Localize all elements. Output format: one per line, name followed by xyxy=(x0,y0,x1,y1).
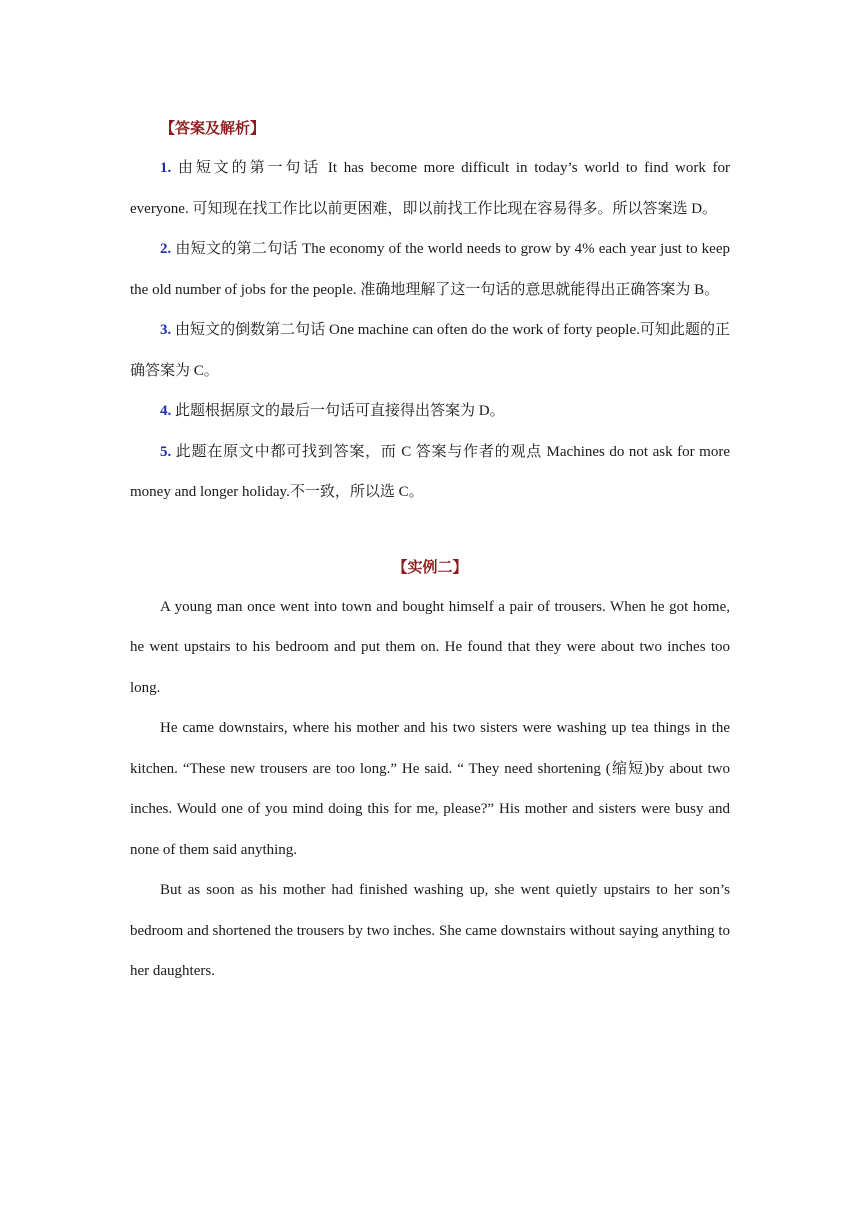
answer-number: 2. xyxy=(160,241,172,257)
answer-item-3 xyxy=(130,310,730,391)
example-heading: 【实例二】 xyxy=(392,557,468,576)
answer-text: 此题在原文中都可找到答案，而 C 答案与作者的观点 Machines do not ask for more money and longer holiday.不一致，所以选 C。 xyxy=(130,443,730,500)
answer-item-4 xyxy=(130,391,730,432)
answer-number: 1. xyxy=(160,160,172,176)
answer-number: 5. xyxy=(160,443,172,460)
story-paragraph-2: He came downstairs, where his mother and his two sisters were washing up tea things in the kitchen. “These new trousers are too long.” He said. “ They need shortening (缩短)by about two inches. Would one of you mind doing this for me, please?” His mother and sisters were busy and none of them said anything. xyxy=(130,720,730,858)
story-paragraph-1: A young man once went into town and bought himself a pair of trousers. When he got home, he went upstairs to his bedroom and put them on. He found that they were about two inches too long. xyxy=(130,598,730,696)
section-spacer xyxy=(130,513,730,547)
answer-item-2 xyxy=(130,229,730,310)
answer-item-5 xyxy=(130,432,730,513)
document-page xyxy=(130,108,730,992)
answer-text: 由短文的第一句话 It has become more difficult in today’s world to find work for everyone. 可知现在找工作比以前更困难，即以前找工作比现在容易得多。所以答案选 D。 xyxy=(130,160,730,217)
answer-number: 4. xyxy=(160,403,172,419)
answer-text: 由短文的第二句话 The economy of the world needs to grow by 4% each year just to keep the old number of jobs for the people. 准确地理解了这一句话的意思就能得出正确答案为 B。 xyxy=(130,241,730,298)
answer-number: 3. xyxy=(160,322,172,338)
answer-item-1 xyxy=(130,148,730,229)
answer-text: 此题根据原文的最后一句话可直接得出答案为 D。 xyxy=(171,403,505,419)
answer-text: 由短文的倒数第二句话 One machine can often do the work of forty people.可知此题的正确答案为 C。 xyxy=(130,322,730,379)
story-paragraph-3: But as soon as his mother had finished washing up, she went quietly upstairs to her son’s bedroom and shortened the trousers by two inches. She came downstairs without saying anything to her daughters. xyxy=(130,882,730,979)
answers-heading: 【答案及解析】 xyxy=(160,119,266,137)
